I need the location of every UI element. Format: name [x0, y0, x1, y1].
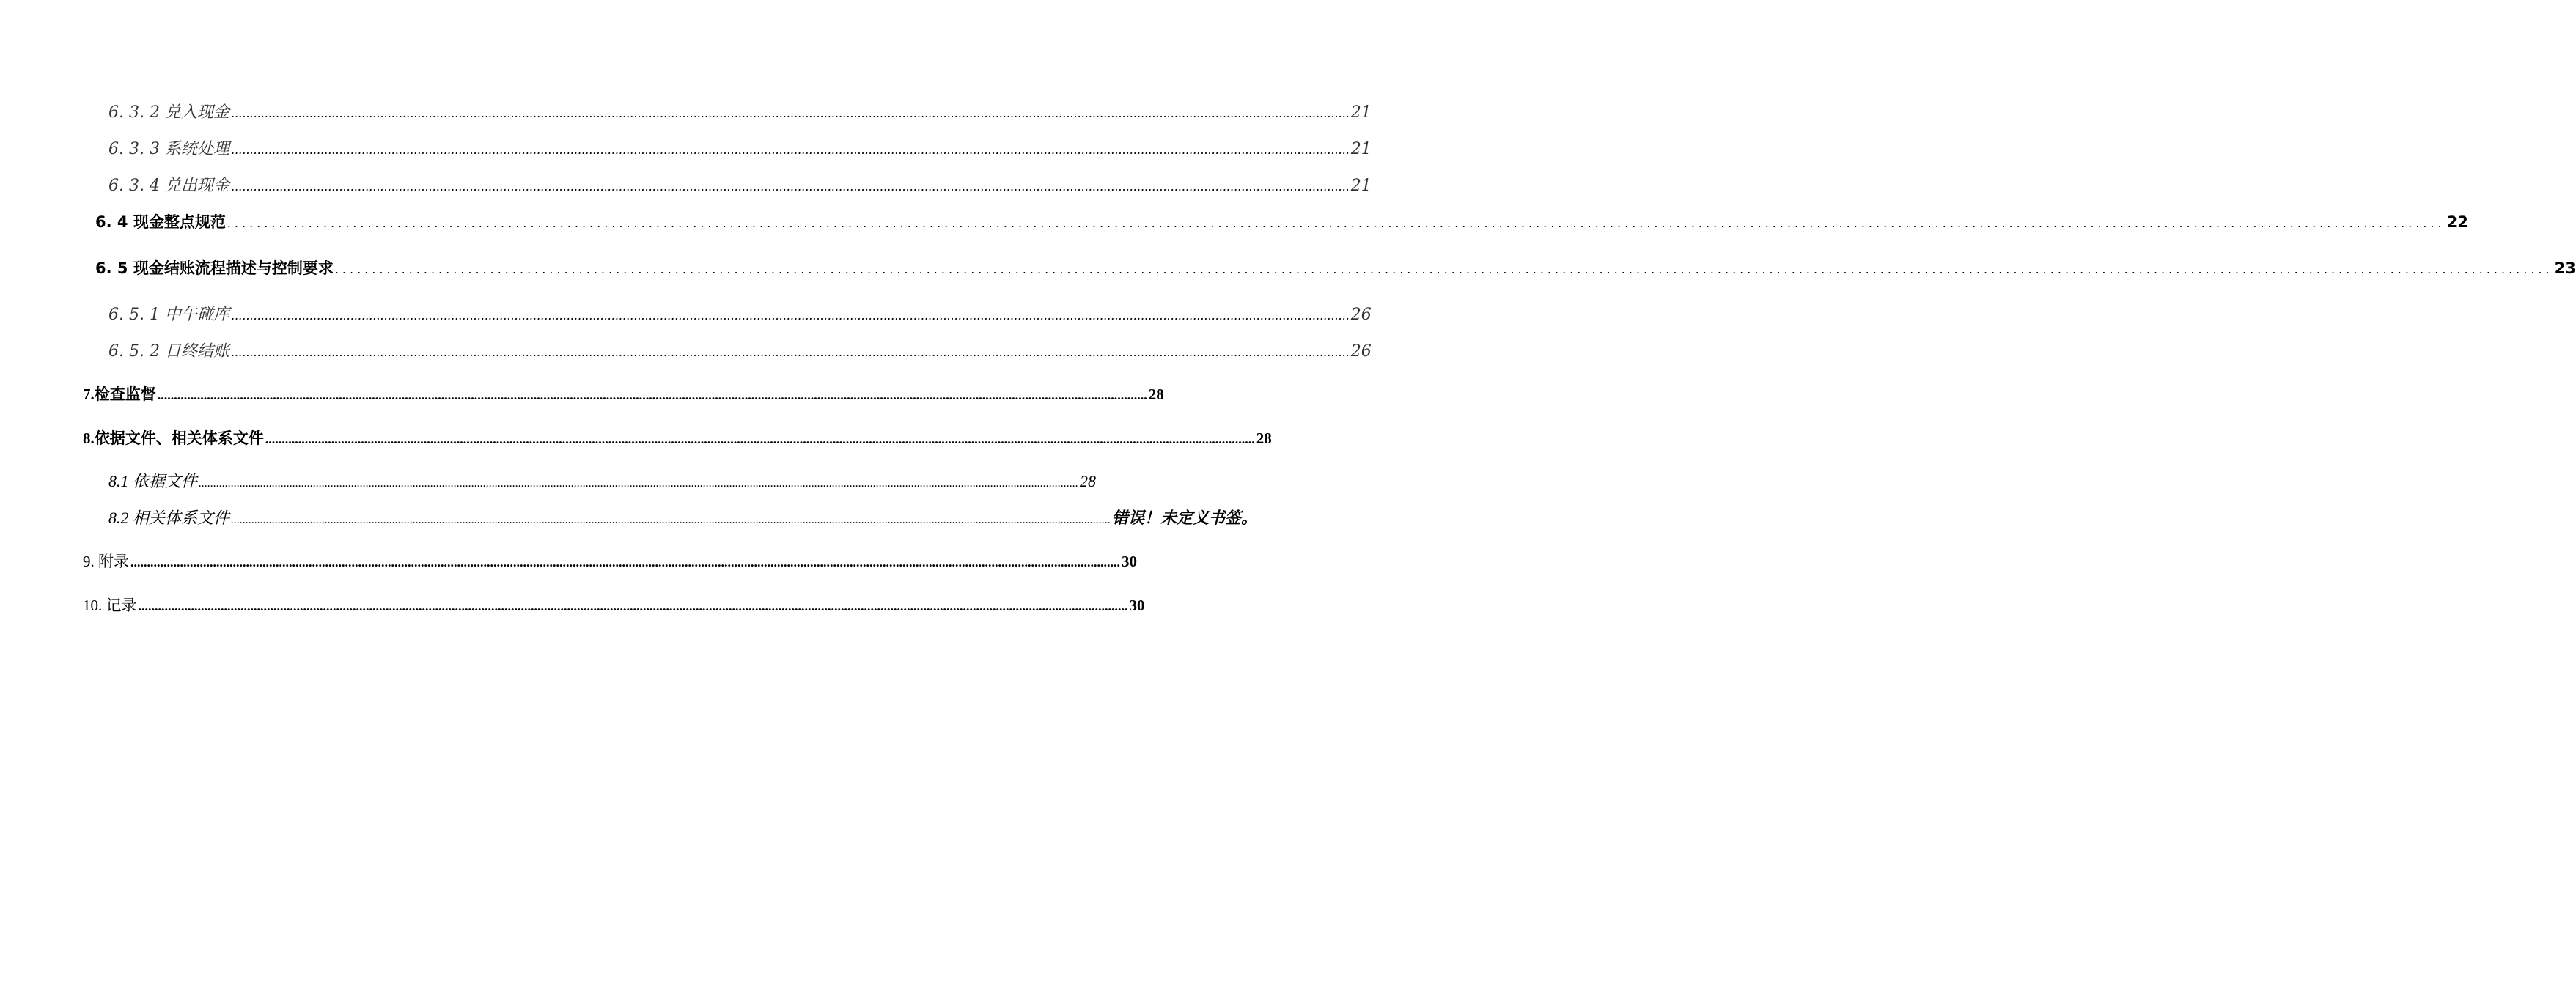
toc-entry-6-5-2[interactable]: [108, 339, 1372, 361]
toc-page-number: 22: [2446, 213, 2468, 231]
toc-dot-leader: ............................................................................................................................................................................................................................................................................................................: [199, 477, 1079, 490]
toc-entry-7[interactable]: [83, 383, 1164, 405]
toc-entry-label: 8.依据文件、相关体系文件: [83, 429, 264, 447]
toc-dot-leader: ............................................................................................................................................................................................................................................................................................................: [157, 388, 1147, 402]
toc-dot-leader: ............................................................................................................................................................................................................................................................................................................: [265, 432, 1255, 446]
toc-page-number: 26: [1350, 342, 1372, 361]
toc-entry-8-2[interactable]: [108, 506, 1258, 528]
toc-page-number: 28: [1148, 385, 1164, 403]
toc-dot-leader: ............................................................................................................................................................................................................................................................................................................: [230, 143, 1350, 157]
toc-dot-leader: ............................................................................................................................................................................................................................................................................................................: [230, 106, 1350, 120]
toc-entry-6-3-3[interactable]: [108, 136, 1372, 159]
toc-entry-label: 6. 3. 2 兑入现金: [108, 103, 229, 122]
toc-page-number: 30: [1129, 597, 1145, 614]
toc-entry-label: 6. 4 现金整点规范: [95, 213, 226, 231]
toc-entry-label: 6. 3. 3 系统处理: [108, 140, 229, 158]
toc-dot-leader: ............................................................................................................................................................................................................................................................................................................: [230, 345, 1350, 359]
toc-page-number: 26: [1350, 306, 1372, 324]
toc-page-number: 23: [2554, 259, 2576, 277]
toc-entry-label: 6. 3. 4 兑出现金: [108, 177, 229, 195]
toc-entry-label: 7.检查监督: [83, 385, 156, 403]
toc-dot-leader: ............................................................................................................................................................................................................................................................................................................: [334, 262, 2553, 276]
toc-dot-leader: ............................................................................................................................................................................................................................................................................................................: [231, 514, 1111, 526]
toc-dot-leader: ............................................................................................................................................................................................................................................................................................................: [130, 555, 1120, 569]
toc-dot-leader: ............................................................................................................................................................................................................................................................................................................: [230, 180, 1350, 193]
toc-entry-6-4[interactable]: [95, 210, 2468, 232]
toc-entry-label: 8.2 相关体系文件: [108, 509, 230, 527]
toc-entry-label: 10. 记录: [83, 597, 137, 614]
toc-page-number: 21: [1350, 177, 1372, 195]
toc-entry-6-3-2[interactable]: [108, 100, 1372, 122]
toc-page-number: 28: [1080, 472, 1097, 490]
toc-entry-10[interactable]: [83, 594, 1145, 616]
toc-entry-label: 8.1 依据文件: [108, 472, 198, 490]
toc-page-number: 21: [1350, 103, 1372, 122]
toc-page-number: 30: [1122, 553, 1137, 570]
toc-entry-8-1[interactable]: [108, 469, 1097, 492]
toc-entry-label: 6. 5. 1 中午碰库: [108, 306, 229, 324]
toc-dot-leader: ............................................................................................................................................................................................................................................................................................................: [230, 309, 1350, 322]
toc-entry-6-3-4[interactable]: [108, 173, 1372, 196]
toc-page-number: 21: [1350, 140, 1372, 158]
toc-entry-label: 9. 附录: [83, 553, 129, 570]
toc-entry-9[interactable]: [83, 550, 1137, 572]
toc-dot-leader: ............................................................................................................................................................................................................................................................................................................: [138, 599, 1128, 613]
toc-page-error: 错误！未定义书签。: [1112, 509, 1258, 527]
toc-entry-6-5-1[interactable]: [108, 302, 1372, 325]
toc-entry-label: 6. 5. 2 日终结账: [108, 342, 229, 361]
toc-page-number: 28: [1256, 429, 1272, 447]
toc-entry-6-5[interactable]: [95, 257, 2576, 278]
toc-dot-leader: ............................................................................................................................................................................................................................................................................................................: [227, 216, 2446, 230]
toc-entry-8[interactable]: [83, 427, 1272, 449]
toc-entry-label: 6. 5 现金结账流程描述与控制要求: [95, 259, 334, 277]
